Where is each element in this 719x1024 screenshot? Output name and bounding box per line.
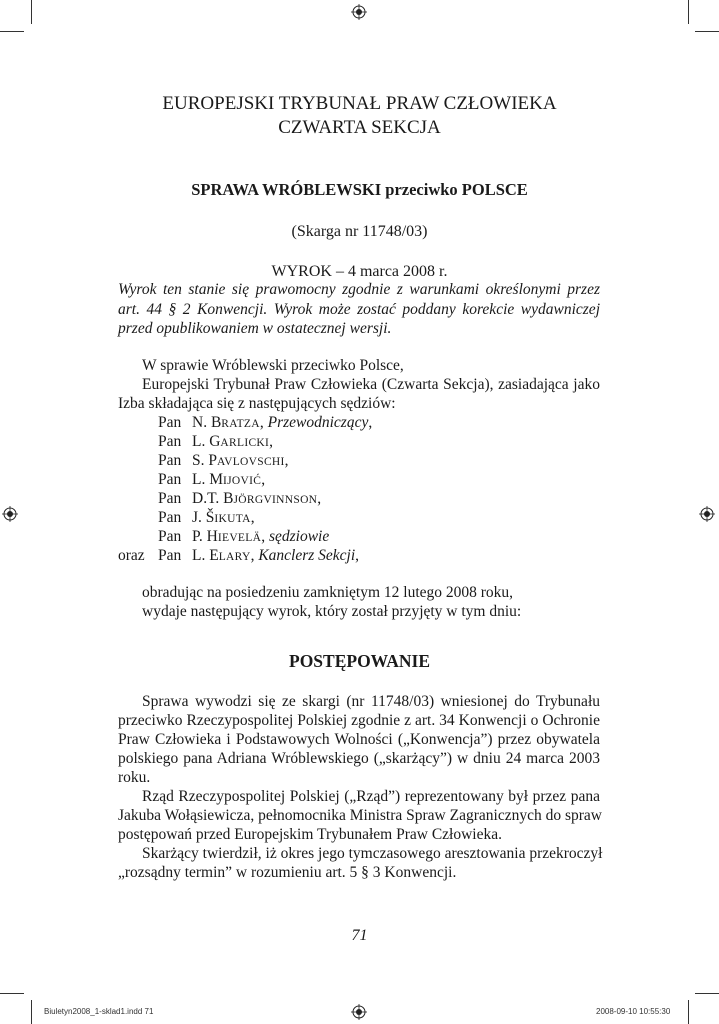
registration-mark-icon	[699, 506, 715, 522]
judge-initial: N.	[192, 414, 208, 431]
crop-mark	[31, 1000, 32, 1024]
paragraph-line: roku.	[118, 769, 151, 786]
judge-row	[118, 451, 289, 472]
page-number: 71	[351, 927, 368, 944]
judge-name: G	[209, 433, 221, 450]
note-line: przed opublikowaniem w ostatecznej wersji.	[118, 320, 392, 337]
judge-title: Pan	[158, 471, 182, 488]
registration-mark-icon	[351, 4, 367, 20]
judge-name: LARY	[218, 551, 251, 563]
paragraph-line: przeciwko Rzeczypospolitej Polskiej zgodnie z art. 34 Konwencji o Ochronie	[118, 712, 600, 729]
judge-title: Pan	[158, 490, 182, 507]
judge-initial: P.	[192, 528, 203, 545]
crop-mark	[695, 993, 719, 994]
crop-mark	[31, 0, 32, 24]
section-heading: POSTĘPOWANIE	[289, 651, 430, 671]
intro-line: W sprawie Wróblewski przeciwko Polsce,	[142, 357, 404, 374]
paragraph-line: polskiego pana Adriana Wróblewskiego („skarżący”) w dniu 24 marca 2003	[118, 750, 600, 767]
judge-end: ,	[368, 414, 373, 431]
judge-row	[118, 413, 372, 434]
judge-role: Przewodniczący	[267, 414, 369, 431]
note-line: Wyrok ten stanie się prawomocny zgodnie z warunkami określonymi przez	[118, 281, 600, 298]
judge-suffix: ,	[250, 509, 255, 526]
judge-name: M	[209, 471, 224, 488]
judge-suffix: ,	[261, 471, 266, 488]
registration-mark-icon	[351, 1004, 367, 1020]
registration-mark-icon	[2, 506, 18, 522]
intro-line: Izba składająca się z następujących sędziów:	[118, 395, 396, 412]
judge-row	[118, 546, 359, 567]
judge-initial: D.T.	[192, 490, 220, 507]
intro-line: Europejski Trybunał Praw Człowieka (Czwarta Sekcja), zasiadająca jako	[142, 376, 600, 393]
judge-name: B	[210, 414, 222, 431]
judge-name: AVLOVSCHI	[217, 456, 285, 468]
judge-suffix: ,	[284, 452, 289, 469]
crop-mark	[0, 993, 24, 994]
judge-title: Pan	[158, 528, 182, 545]
judge-initial: L.	[192, 547, 206, 564]
judge-row	[118, 508, 255, 529]
judge-name: RATZA	[221, 418, 260, 430]
judge-initial: L.	[192, 471, 206, 488]
judge-row	[118, 489, 321, 510]
judge-role: Kanclerz Sekcji	[258, 547, 356, 564]
judge-end: ,	[355, 547, 360, 564]
slug-timestamp: 2008-09-10 10:55:30	[596, 1007, 671, 1016]
note-line: art. 44 § 2 Konwencji. Wyrok może zostać poddany korekcie wydawniczej	[118, 301, 600, 318]
judge-initial: L.	[192, 433, 206, 450]
judge-initial: S.	[192, 452, 205, 469]
judge-title: Pan	[158, 414, 182, 431]
paragraph-line: postępowań przed Europejskim Trybunałem Praw Człowieka.	[118, 826, 502, 843]
judge-role: sędziowie	[268, 528, 330, 545]
judge-suffix: ,	[269, 433, 274, 450]
paragraph-line: Praw Człowieka i Podstawowych Wolności („Konwencja”) przez obywatela	[118, 731, 600, 748]
judge-row	[118, 432, 273, 453]
judge-name: IKUTA	[214, 513, 251, 525]
judge-name: E	[209, 547, 219, 564]
judge-name: ARLICKI	[220, 437, 270, 449]
judgment-date: WYROK – 4 marca 2008 r.	[271, 263, 448, 280]
judge-name: IJOVIĆ	[223, 475, 262, 487]
paragraph-line: Sprawa wywodzi się ze skargi (nr 11748/03) wniesionej do Trybunału	[142, 693, 600, 710]
section-name: CZWARTA SEKCJA	[278, 117, 441, 138]
judge-name: JÖRGVINNSON	[233, 494, 318, 506]
paragraph-line: „rozsądny termin” w rozumieniu art. 5 § 3 Konwencji.	[118, 864, 457, 881]
judge-title: Pan	[158, 547, 182, 564]
judge-row	[118, 527, 329, 548]
judge-row	[118, 470, 265, 491]
judge-name: P	[208, 452, 217, 469]
crop-mark	[0, 31, 24, 32]
slug-filename: Biuletyn2008_1-sklad1.indd 71	[44, 1007, 154, 1016]
paragraph-line: Rząd Rzeczypospolitej Polskiej („Rząd”) reprezentowany był przez pana	[142, 788, 600, 805]
judge-name: Š	[205, 509, 215, 526]
case-title: SPRAWA WRÓBLEWSKI przeciwko POLSCE	[191, 180, 528, 199]
deliberation-line: wydaje następujący wyrok, który został przyjęty w tym dniu:	[142, 603, 522, 620]
judge-suffix: ,	[250, 547, 259, 564]
court-name: EUROPEJSKI TRYBUNAŁ PRAW CZŁOWIEKA	[162, 93, 557, 114]
application-number: (Skarga nr 11748/03)	[291, 223, 428, 240]
judge-title: Pan	[158, 509, 182, 526]
judge-title: Pan	[158, 452, 182, 469]
crop-mark	[688, 0, 689, 24]
judge-suffix: ,	[259, 414, 268, 431]
judge-suffix: ,	[317, 490, 322, 507]
judge-name: B	[223, 490, 234, 507]
crop-mark	[688, 1000, 689, 1024]
paragraph-line: Jakuba Wołąsiewicza, pełnomocnika Ministra Spraw Zagranicznych do spraw	[118, 807, 602, 824]
judge-name: H	[206, 528, 218, 545]
judge-initial: J.	[192, 509, 202, 526]
judge-suffix: ,	[261, 528, 269, 545]
crop-mark	[695, 31, 719, 32]
deliberation-line: obradując na posiedzeniu zamkniętym 12 lutego 2008 roku,	[142, 584, 514, 601]
judge-prefix: oraz	[118, 547, 145, 564]
judge-title: Pan	[158, 433, 182, 450]
paragraph-line: Skarżący twierdził, iż okres jego tymczasowego aresztowania przekroczył	[142, 845, 603, 862]
judge-name: IEVELÄ	[217, 532, 262, 544]
